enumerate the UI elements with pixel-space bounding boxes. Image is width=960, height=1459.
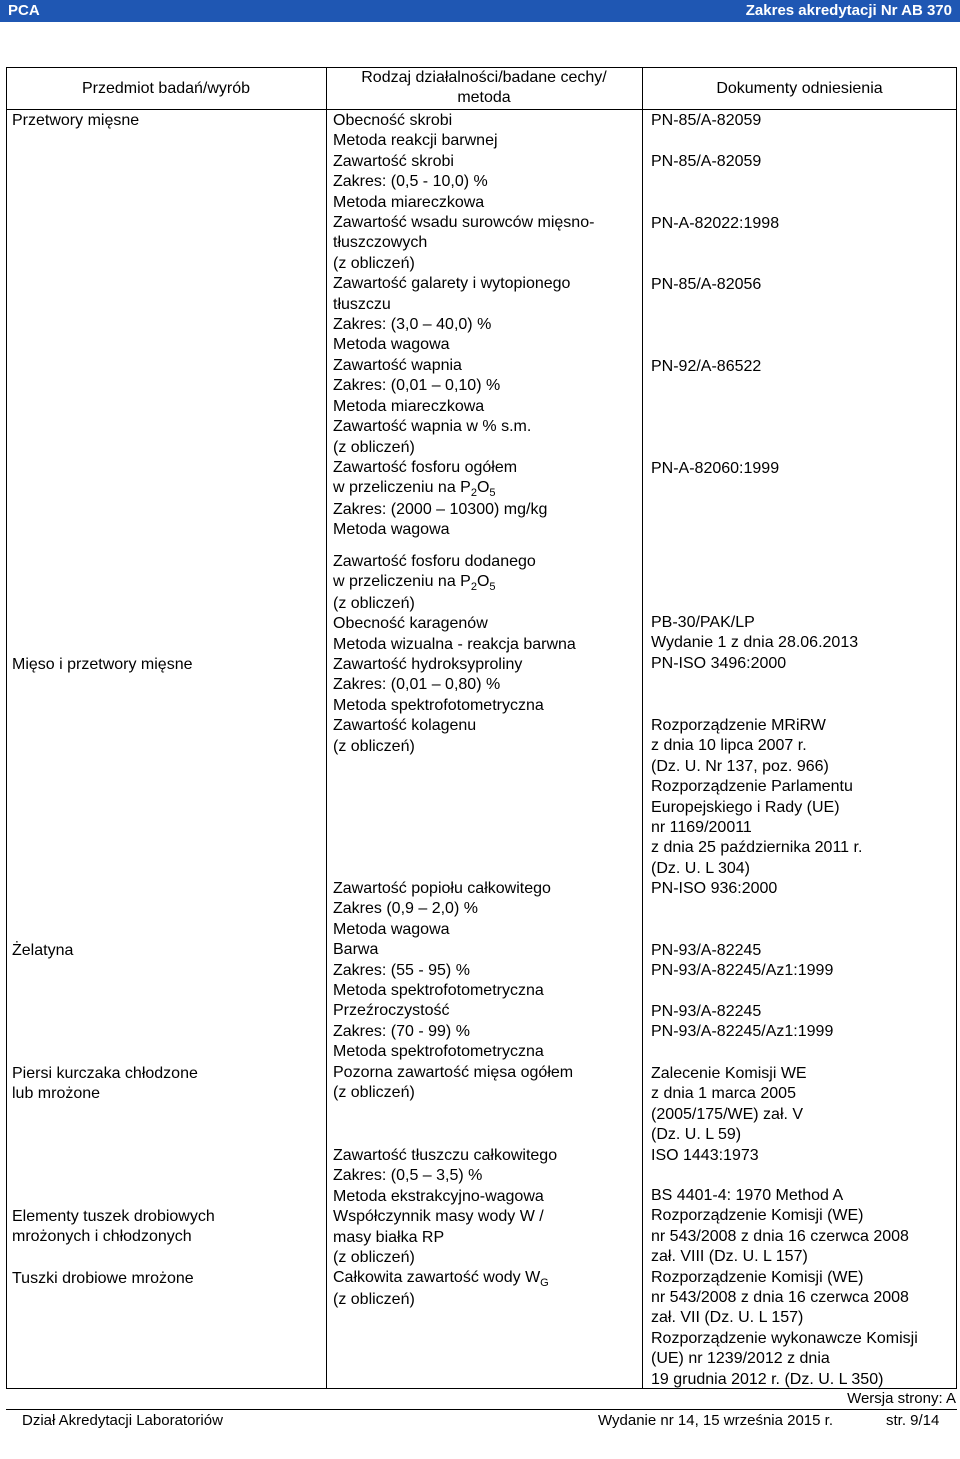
reference-line: ISO 1443:1973 [651, 1146, 759, 1164]
activity-line: Zakres: (2000 – 10300) mg/kg [333, 500, 548, 518]
activity-line: Zawartość hydroksyproliny [333, 656, 523, 674]
activity-line: Zakres: (0,5 - 10,0) % [333, 173, 488, 191]
reference-line: 19 grudnia 2012 r. (Dz. U. L 350) [651, 1370, 884, 1388]
reference-cell [651, 1002, 957, 1043]
activity-line: Przeźroczystość [333, 1002, 450, 1020]
reference-cell [651, 716, 957, 900]
activity-line [333, 1268, 633, 1289]
subject-line: mrożonych i chłodzonych [12, 1228, 192, 1246]
reference-line: PB-30/PAK/LP [651, 614, 755, 631]
reference-line: PN-ISO 3496:2000 [651, 654, 787, 672]
reference-line: (UE) nr 1239/2012 z dnia [651, 1350, 830, 1368]
reference-line: (2005/175/WE) zał. V [651, 1105, 804, 1123]
activity-block [333, 1146, 633, 1310]
subject-cell: Przetwory mięsne [12, 112, 140, 129]
subject-cell: Żelatyna [12, 942, 74, 959]
column-header-activity [326, 68, 642, 108]
activity-line: Zawartość fosforu ogółem [333, 458, 518, 476]
reference-line: z dnia 10 lipca 2007 r. [651, 737, 807, 755]
activity-line: Metoda wizualna - reakcja barwna [333, 635, 576, 653]
activity-line: (z obliczeń) [333, 254, 415, 272]
reference-line: PN-ISO 936:2000 [651, 880, 778, 898]
activity-line: Pozorna zawartość mięsa ogółem [333, 1063, 574, 1081]
reference-line: (Dz. U. L 59) [651, 1126, 742, 1144]
reference-line: Rozporządzenie Parlamentu [651, 778, 853, 796]
reference-line: PN-93/A-82245 [651, 1003, 762, 1020]
header-org: PCA [8, 2, 40, 19]
reference-line: (Dz. U. L 304) [651, 859, 750, 877]
reference-line: Rozporządzenie wykonawcze Komisji [651, 1329, 918, 1347]
activity-line: Metoda spektrofotometryczna [333, 982, 544, 1000]
reference-line: nr 543/2008 z dnia 16 czerwca 2008 [651, 1289, 909, 1307]
activity-line: Metoda reakcji barwnej [333, 132, 498, 150]
reference-line: Zalecenie Komisji WE [651, 1065, 807, 1082]
activity-line: masy białka RP [333, 1228, 445, 1246]
reference-line: PN-93/A-82245 [651, 942, 762, 959]
activity-line: Metoda wagowa [333, 920, 450, 938]
column-header-reference: Dokumenty odniesienia [716, 80, 883, 97]
footer-edition: Wydanie nr 14, 15 września 2015 r. [598, 1412, 833, 1429]
subscript: 2 [470, 581, 477, 594]
activity-line: Zakres: (0,01 – 0,80) % [333, 676, 501, 694]
reference-line: zał. VIII (Dz. U. L 157) [651, 1248, 808, 1266]
activity-line: Zakres: (3,0 – 40,0) % [333, 316, 492, 334]
reference-cell: PN-A-82060:1999 [651, 460, 780, 477]
activity-line [333, 572, 633, 593]
reference-cell [651, 1186, 957, 1390]
reference-line: Rozporządzenie Komisji (WE) [651, 1268, 864, 1286]
activity-line: Zakres: (0,01 – 0,10) % [333, 377, 501, 395]
reference-line: zał. VII (Dz. U. L 157) [651, 1309, 804, 1327]
activity-line: Zawartość tłuszczu całkowitego [333, 1147, 558, 1164]
reference-cell [651, 941, 957, 982]
reference-line: Rozporządzenie Komisji (WE) [651, 1207, 864, 1225]
activity-block [333, 552, 633, 757]
activity-line: Zakres: (55 - 95) % [333, 961, 470, 979]
reference-cell [651, 613, 957, 674]
activity-line: Metoda miareczkowa [333, 397, 485, 415]
reference-cell: PN-85/A-82059 [651, 112, 762, 129]
activity-line: (z obliczeń) [333, 1249, 415, 1267]
activity-line: tłuszczowych [333, 234, 428, 252]
column-header-subject: Przedmiot badań/wyrób [81, 80, 251, 97]
activity-line [333, 478, 633, 499]
footer-divider [6, 1409, 957, 1410]
subscript: G [540, 1277, 549, 1290]
reference-line: Rozporządzenie MRiRW [651, 717, 826, 734]
activity-line: Zawartość fosforu dodanego [333, 553, 536, 570]
activity-line: Zakres: (70 - 99) % [333, 1022, 470, 1040]
reference-cell: PN-92/A-86522 [651, 358, 762, 375]
header-title: Zakres akredytacji Nr AB 370 [745, 2, 952, 19]
column-divider [642, 67, 643, 1389]
footer-page-number: str. 9/14 [886, 1412, 940, 1429]
subscript: 5 [489, 581, 496, 594]
reference-cell: PN-85/A-82059 [651, 153, 762, 170]
activity-line: Barwa [333, 941, 379, 959]
page-version: Wersja strony: A [847, 1390, 956, 1407]
text: w przeliczeniu na P [333, 479, 471, 497]
activity-line: Metoda wagowa [333, 521, 450, 539]
activity-line: Zakres (0,9 – 2,0) % [333, 900, 478, 918]
activity-line: Metoda spektrofotometryczna [333, 1043, 544, 1061]
reference-line: BS 4401-4: 1970 Method A [651, 1187, 844, 1204]
activity-block [333, 111, 633, 541]
subscript: 5 [489, 487, 496, 500]
footer-department: Dział Akredytacji Laboratoriów [22, 1412, 223, 1429]
reference-cell [651, 1064, 957, 1166]
activity-line: (z obliczeń) [333, 438, 415, 456]
subject-cell [12, 1064, 318, 1105]
activity-line: Metoda spektrofotometryczna [333, 696, 544, 714]
activity-line: Metoda wagowa [333, 336, 450, 354]
activity-line: Zakres: (0,5 – 3,5) % [333, 1167, 483, 1185]
reference-cell: PN-85/A-82056 [651, 276, 762, 293]
activity-line: (z obliczeń) [333, 737, 415, 755]
activity-line: Zawartość skrobi [333, 152, 454, 170]
reference-line: PN-93/A-82245/Az1:1999 [651, 1023, 834, 1041]
reference-line: Europejskiego i Rady (UE) [651, 798, 840, 816]
activity-line: Współczynnik masy wody W / [333, 1208, 544, 1226]
reference-line: z dnia 25 października 2011 r. [651, 839, 863, 857]
text: w przeliczeniu na P [333, 573, 471, 591]
subject-line: Elementy tuszek drobiowych [12, 1208, 215, 1225]
reference-line: PN-93/A-82245/Az1:1999 [651, 962, 834, 980]
activity-line: Obecność skrobi [333, 112, 453, 129]
column-header-activity-line1: Rodzaj działalności/badane cechy/ [361, 69, 607, 86]
reference-line: nr 543/2008 z dnia 16 czerwca 2008 [651, 1227, 909, 1245]
column-divider [326, 67, 327, 1389]
subject-line: Piersi kurczaka chłodzone [12, 1065, 198, 1082]
reference-line: (Dz. U. Nr 137, poz. 966) [651, 757, 829, 775]
activity-line: (z obliczeń) [333, 1084, 415, 1102]
reference-cell: PN-A-82022:1998 [651, 215, 780, 232]
reference-line: Wydanie 1 z dnia 28.06.2013 [651, 634, 859, 652]
text: O [476, 573, 490, 591]
reference-line: nr 1169/20011 [651, 819, 752, 837]
text: O [476, 479, 490, 497]
subscript: 2 [470, 487, 477, 500]
activity-line: Obecność karagenów [333, 615, 488, 633]
subject-line: lub mrożone [12, 1085, 101, 1103]
activity-line: Metoda ekstrakcyjno-wagowa [333, 1187, 544, 1205]
activity-line: Zawartość wapnia w % s.m. [333, 418, 532, 436]
activity-line: (z obliczeń) [333, 594, 415, 612]
text: Całkowita zawartość wody W [333, 1269, 541, 1287]
page-header [0, 0, 960, 22]
activity-line: tłuszczu [333, 295, 391, 313]
activity-line: (z obliczeń) [333, 1290, 415, 1308]
subject-cell: Mięso i przetwory mięsne [12, 656, 193, 673]
reference-line: z dnia 1 marca 2005 [651, 1085, 796, 1103]
header-row-divider [6, 109, 957, 110]
activity-line: Zawartość galarety i wytopionego [333, 275, 571, 293]
subject-cell [12, 1207, 318, 1248]
activity-line: Zawartość wapnia [333, 356, 462, 374]
activity-line: Zawartość kolagenu [333, 717, 477, 735]
subject-cell: Tuszki drobiowe mrożone [12, 1270, 194, 1287]
activity-line: Metoda miareczkowa [333, 193, 485, 211]
activity-line: Zawartość popiołu całkowitego [333, 880, 551, 897]
column-header-activity-line2: metoda [457, 89, 511, 106]
activity-block [333, 879, 633, 1103]
activity-line: Zawartość wsadu surowców mięsno- [333, 214, 595, 232]
